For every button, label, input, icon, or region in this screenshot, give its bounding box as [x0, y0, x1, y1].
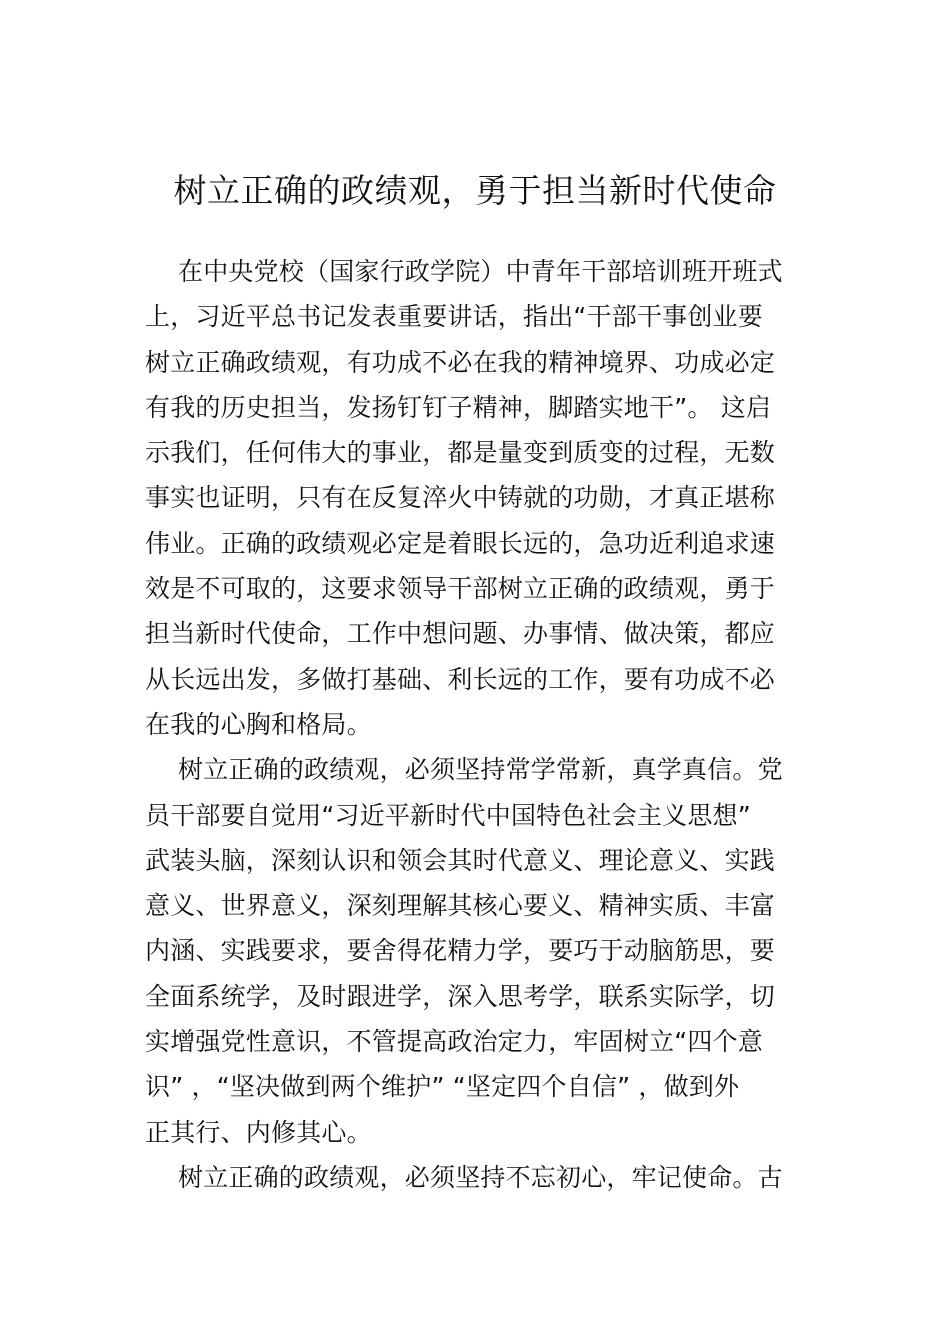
- paragraph-line: 担当新时代使命，工作中想问题、办事情、做决策，都应: [145, 619, 776, 649]
- paragraph-3: [145, 1155, 808, 1200]
- paragraph-1: [145, 249, 808, 747]
- paragraph-line: 事实也证明，只有在反复淬火中铸就的功勋，才真正堪称: [145, 483, 776, 513]
- paragraph-line: 树立正确的政绩观，必须坚持不忘初心，牢记使命。古: [178, 1162, 783, 1192]
- document-body: [145, 249, 808, 1200]
- paragraph-line: 树立正确的政绩观，必须坚持常学常新，真学真信。党: [178, 755, 783, 785]
- paragraph-line: 在我的心胸和格局。: [145, 709, 372, 739]
- paragraph-line: 内涵、实践要求，要舍得花精力学，要巧于动脑筋思，要: [145, 936, 776, 966]
- paragraph-line: 意义、世界意义，深刻理解其核心要义、精神实质、丰富: [145, 891, 776, 921]
- paragraph-line: 上，习近平总书记发表重要讲话，指出“干部干事创业要: [145, 302, 763, 332]
- paragraph-line: 效是不可取的，这要求领导干部树立正确的政绩观，勇于: [145, 574, 776, 604]
- paragraph-line: 伟业。正确的政绩观必定是着眼长远的，急功近利追求速: [145, 528, 776, 558]
- paragraph-line: 有我的历史担当，发扬钉钉子精神，脚踏实地干”。 这启: [145, 392, 772, 422]
- paragraph-2: [145, 747, 808, 1155]
- document-title: 树立正确的政绩观，勇于担当新时代使命: [173, 171, 777, 210]
- paragraph-line: 从长远出发，多做打基础、利长远的工作，要有功成不必: [145, 664, 776, 694]
- paragraph-line: 实增强党性意识，不管提高政治定力，牢固树立“四个意: [145, 1027, 763, 1057]
- paragraph-line: 识” ，“坚决做到两个维护” “坚定四个自信” ，做到外: [145, 1072, 740, 1102]
- paragraph-line: 员干部要自觉用“习近平新时代中国特色社会主义思想”: [145, 800, 751, 830]
- paragraph-line: 在中央党校（国家行政学院）中青年干部培训班开班式: [178, 257, 783, 286]
- paragraph-line: 全面系统学，及时跟进学，深入思考学，联系实际学，切: [145, 981, 776, 1011]
- paragraph-line: 树立正确政绩观，有功成不必在我的精神境界、功成必定: [145, 347, 776, 377]
- paragraph-line: 示我们，任何伟大的事业，都是量变到质变的过程，无数: [145, 438, 776, 468]
- paragraph-line: 正其行、内修其心。: [145, 1117, 372, 1147]
- paragraph-line: 武装头脑，深刻认识和领会其时代意义、理论意义、实践: [145, 845, 776, 875]
